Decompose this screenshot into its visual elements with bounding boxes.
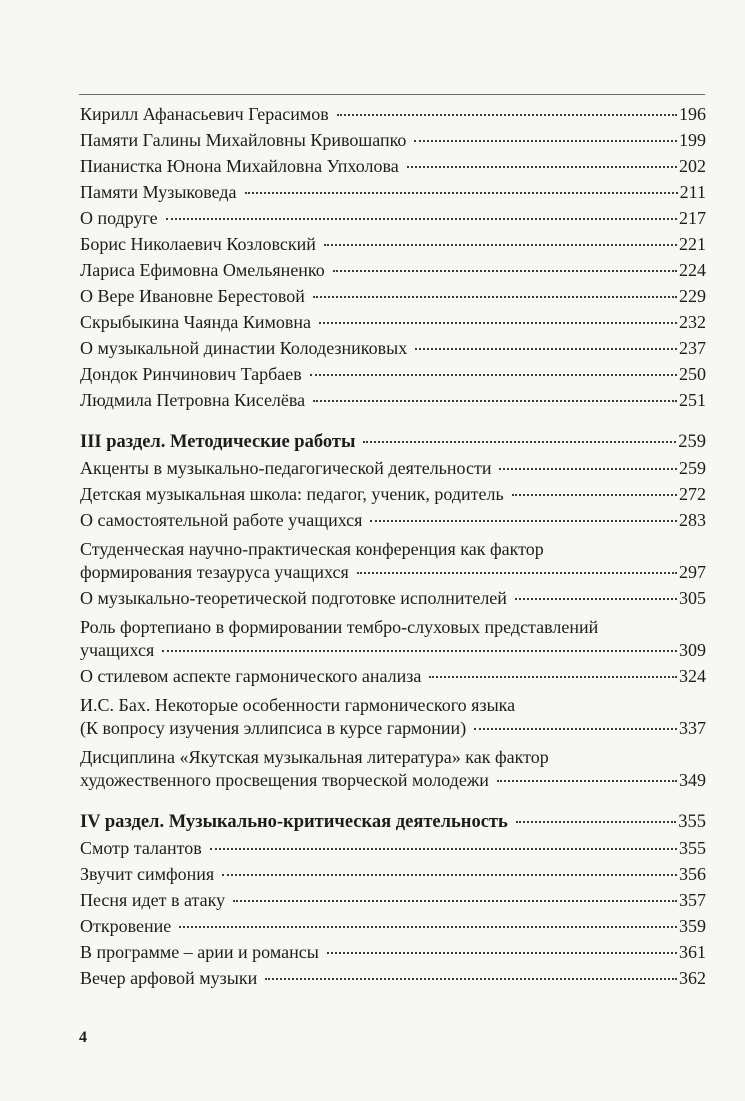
toc-entry xyxy=(80,182,706,208)
dot-leader xyxy=(233,900,677,902)
toc-entry-title: Смотр талантов xyxy=(80,838,202,858)
toc-entry-title: Вечер арфовой музыки xyxy=(80,968,258,988)
toc-entry xyxy=(80,718,706,744)
dot-leader xyxy=(324,244,677,246)
toc-entry-page: 324 xyxy=(679,666,706,686)
toc-entry-title: О самостоятельной работе учащихся xyxy=(80,510,363,530)
toc-entry-first-line: Студенческая научно-практическая конференция как фактор xyxy=(80,539,544,559)
dot-leader xyxy=(512,494,677,496)
toc-entry-page: 362 xyxy=(679,968,706,988)
dot-leader xyxy=(497,780,677,782)
section-gap xyxy=(80,416,706,432)
dot-leader xyxy=(499,468,677,470)
toc-entry xyxy=(80,234,706,260)
toc-entry-title: Лариса Ефимовна Омельяненко xyxy=(80,260,325,280)
section-title: III раздел. Методические работы xyxy=(80,432,356,452)
toc-entry xyxy=(80,838,706,864)
toc-entry-page: 211 xyxy=(679,182,706,202)
toc-entry-page: 196 xyxy=(679,104,706,124)
toc-entry xyxy=(80,130,706,156)
toc-entry-title: Памяти Галины Михайловны Кривошапко xyxy=(80,130,407,150)
toc-entry-page: 349 xyxy=(679,770,706,790)
toc-entry-title: О музыкальной династии Колодезниковых xyxy=(80,338,408,358)
dot-leader xyxy=(515,598,677,600)
toc-entry xyxy=(80,104,706,130)
toc-section-heading xyxy=(80,812,706,838)
section-page: 355 xyxy=(678,812,706,832)
toc-entry-title: художественного просвещения творческой молодежи xyxy=(80,770,489,790)
toc-entry-page: 250 xyxy=(679,364,706,384)
dot-leader xyxy=(222,874,677,876)
toc-entry-page: 355 xyxy=(679,838,706,858)
toc-entry-page: 221 xyxy=(679,234,706,254)
toc-entry-title: О стилевом аспекте гармонического анализа xyxy=(80,666,422,686)
toc-entry xyxy=(80,864,706,890)
toc-entry-title: В программе – арии и романсы xyxy=(80,942,319,962)
dot-leader xyxy=(179,926,677,928)
toc-entry xyxy=(80,562,706,588)
toc-entry-page: 272 xyxy=(679,484,706,504)
toc-entry-page: 309 xyxy=(679,640,706,660)
dot-leader xyxy=(313,296,677,298)
section-title: IV раздел. Музыкально-критическая деятельность xyxy=(80,812,508,832)
toc-entry-title: Дондок Ринчинович Тарбаев xyxy=(80,364,302,384)
toc-entry-title: Акценты в музыкально-педагогической деятельности xyxy=(80,458,492,478)
toc-entry-title: Борис Николаевич Козловский xyxy=(80,234,316,254)
toc-entry-page: 359 xyxy=(679,916,706,936)
toc-entry-page: 232 xyxy=(679,312,706,332)
dot-leader xyxy=(333,270,677,272)
dot-leader xyxy=(370,520,677,522)
toc-entry xyxy=(80,770,706,796)
toc-entry xyxy=(80,286,706,312)
section-gap xyxy=(80,796,706,812)
toc-entry-title: Детская музыкальная школа: педагог, ученик, родитель xyxy=(80,484,504,504)
dot-leader xyxy=(327,952,677,954)
toc-entry-title: О музыкально-теоретической подготовке исполнителей xyxy=(80,588,507,608)
dot-leader xyxy=(265,978,677,980)
toc-entry-first-line: И.С. Бах. Некоторые особенности гармонического языка xyxy=(80,695,516,715)
dot-leader xyxy=(210,848,677,850)
toc-entry-page: 283 xyxy=(679,510,706,530)
dot-leader xyxy=(245,192,678,194)
toc-entry-title: О подруге xyxy=(80,208,158,228)
toc-entry-title: Памяти Музыковеда xyxy=(80,182,237,202)
section-page: 259 xyxy=(678,432,706,452)
toc-entry-page: 361 xyxy=(679,942,706,962)
toc-entry xyxy=(80,942,706,968)
toc-entry xyxy=(80,640,706,666)
toc-entry-page: 199 xyxy=(679,130,706,150)
dot-leader xyxy=(414,140,677,142)
dot-leader xyxy=(415,348,677,350)
toc-entry-page: 356 xyxy=(679,864,706,884)
toc-entry xyxy=(80,510,706,536)
toc-entry-page: 229 xyxy=(679,286,706,306)
toc-entry xyxy=(80,484,706,510)
toc-entry xyxy=(80,156,706,182)
toc-entry-page: 224 xyxy=(679,260,706,280)
dot-leader xyxy=(337,114,677,116)
dot-leader xyxy=(166,218,677,220)
toc-section-heading xyxy=(80,432,706,458)
toc-entry-title: Пианистка Юнона Михайловна Упхолова xyxy=(80,156,399,176)
toc-entry-page: 297 xyxy=(679,562,706,582)
toc-entry xyxy=(80,364,706,390)
toc-entry xyxy=(80,338,706,364)
table-of-contents xyxy=(80,104,706,994)
toc-entry-title: формирования тезауруса учащихся xyxy=(80,562,349,582)
dot-leader xyxy=(313,400,677,402)
toc-entry-title: Скрыбыкина Чаянда Кимовна xyxy=(80,312,311,332)
dot-leader xyxy=(363,441,676,443)
dot-leader xyxy=(407,166,677,168)
dot-leader xyxy=(474,728,677,730)
toc-entry xyxy=(80,890,706,916)
toc-entry-title: (К вопросу изучения эллипсиса в курсе гармонии) xyxy=(80,718,467,738)
dot-leader xyxy=(310,374,677,376)
toc-entry xyxy=(80,260,706,286)
toc-entry xyxy=(80,968,706,994)
toc-entry-first-line: Роль фортепиано в формировании тембро-слуховых представлений xyxy=(80,617,599,637)
dot-leader xyxy=(516,821,676,823)
toc-entry-page: 217 xyxy=(679,208,706,228)
toc-entry-title: Песня идет в атаку xyxy=(80,890,226,910)
page-number: 4 xyxy=(79,1029,87,1046)
toc-entry-page: 237 xyxy=(679,338,706,358)
toc-entry-title: Звучит симфония xyxy=(80,864,215,884)
toc-entry xyxy=(80,390,706,416)
toc-entry-title: Людмила Петровна Киселёва xyxy=(80,390,306,410)
toc-entry-title: О Вере Ивановне Берестовой xyxy=(80,286,305,306)
dot-leader xyxy=(162,650,677,652)
toc-entry-first-line: Дисциплина «Якутская музыкальная литература» как фактор xyxy=(80,747,549,767)
toc-entry xyxy=(80,588,706,614)
dot-leader xyxy=(319,322,677,324)
dot-leader xyxy=(357,572,677,574)
toc-entry xyxy=(80,208,706,234)
toc-entry-page: 357 xyxy=(679,890,706,910)
toc-entry xyxy=(80,312,706,338)
toc-entry xyxy=(80,666,706,692)
toc-entry-page: 337 xyxy=(679,718,706,738)
toc-entry-title: Кирилл Афанасьевич Герасимов xyxy=(80,104,329,124)
toc-entry-page: 202 xyxy=(679,156,706,176)
dot-leader xyxy=(429,676,677,678)
top-rule xyxy=(79,94,705,95)
toc-entry xyxy=(80,458,706,484)
toc-entry-title: учащихся xyxy=(80,640,155,660)
toc-entry-title: Откровение xyxy=(80,916,172,936)
toc-entry xyxy=(80,916,706,942)
toc-entry-page: 259 xyxy=(679,458,706,478)
toc-entry-page: 305 xyxy=(679,588,706,608)
toc-entry-page: 251 xyxy=(679,390,706,410)
